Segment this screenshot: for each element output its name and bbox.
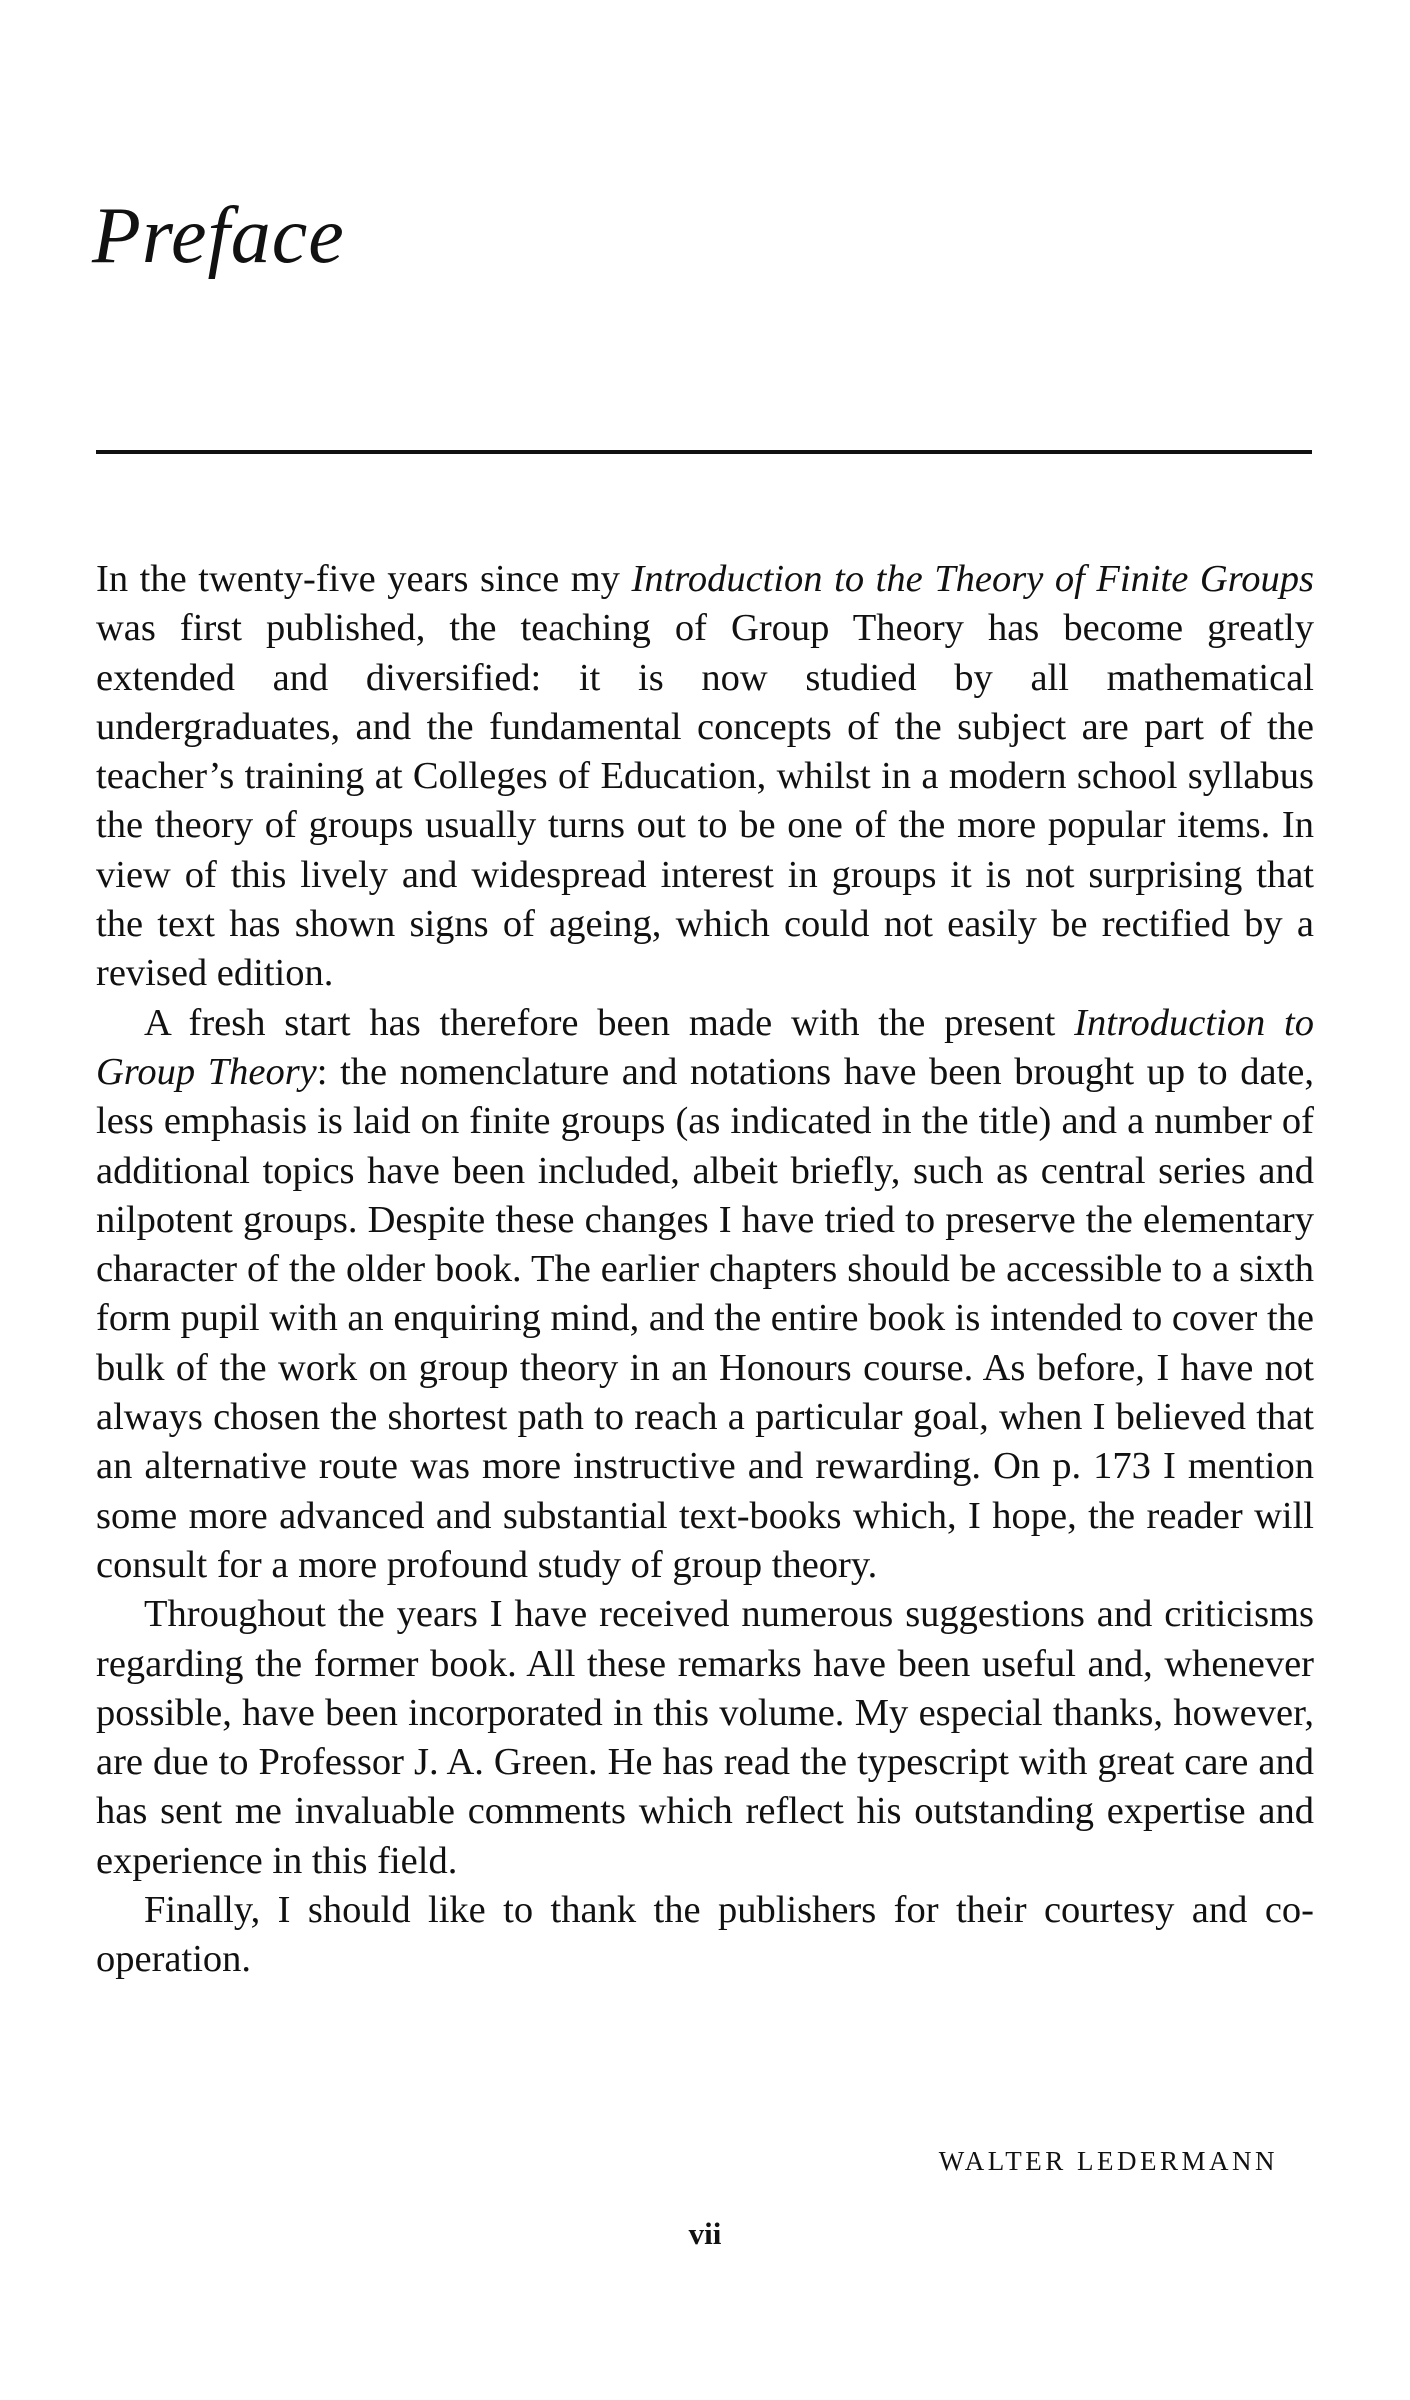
paragraph-3 <box>96 1590 1314 1886</box>
book-title-italic: Introduction to the Theory of Finite Groups <box>631 558 1314 600</box>
author-signature: WALTER LEDERMANN <box>938 2146 1278 2176</box>
paragraph-2-text-1: A fresh start has therefore been made with the present <box>144 1001 1075 1044</box>
paragraph-2-text-2: : the nomenclature and notations have been brought up to date, less emphasis is laid on finite groups (as indicated in the title) and a number of additional topics have been included, albeit briefly, such as central series and nilpotent groups. Despite these changes I have tried to preserve the elementary character of the older book. The earlier chapters should be accessible to a sixth form pupil with an enquiring mind, and the entire book is intended to cover the bulk of the work on group theory in an Honours course. As before, I have not always chosen the shortest path to reach a particular goal, when I believed that an alternative route was more instructive and rewarding. On p. 173 I mention some more advanced and substantial text-books which, I hope, the reader will consult for a more profound study of group theory. <box>96 1050 1314 1586</box>
paragraph-2 <box>96 999 1314 1591</box>
book-title-italic: Introduction to Group Theory <box>96 1001 1314 1093</box>
paragraph-1 <box>96 555 1314 999</box>
paragraph-4 <box>96 1886 1314 1985</box>
paragraph-3-text: Throughout the years I have received numerous suggestions and criticisms regarding the former book. All these remarks have been useful and, whenever possible, have been incorporated in this volume. My especial thanks, however, are due to Professor J. A. Green. He has read the typescript with great care and has sent me invaluable comments which reflect his outstanding expertise and experience in this field. <box>96 1593 1314 1882</box>
preface-body <box>96 555 1314 1985</box>
paragraph-1-text-2: was first published, the teaching of Group Theory has become greatly extended and diversified: it is now studied by all mathematical undergraduates, and the fundamental concepts of the subject are part of the teacher’s training at Colleges of Education, whilst in a modern school syllabus the theory of groups usually turns out to be one of the more popular items. In view of this lively and widespread interest in groups it is not surprising that the text has shown signs of ageing, which could not easily be rectified by a revised edition. <box>96 607 1314 995</box>
paragraph-1-text-1: In the twenty-five years since my <box>96 558 632 600</box>
paragraph-4-text: Finally, I should like to thank the publishers for their courtesy and co-operation. <box>96 1889 1314 1981</box>
page-title: Preface <box>92 192 345 280</box>
page-number: vii <box>688 2216 722 2251</box>
title-rule-divider <box>96 450 1312 454</box>
